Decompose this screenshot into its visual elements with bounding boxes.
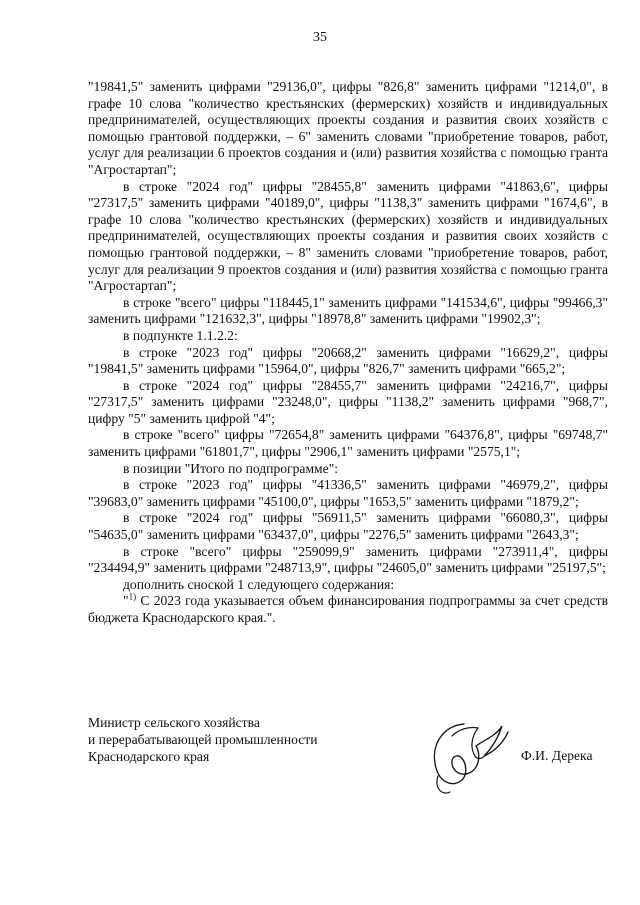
paragraph: в подпункте 1.1.2.2: bbox=[123, 327, 238, 343]
paragraph: в строке "2024 год" цифры "56911,5" заменить цифрами "66080,3", цифры "54635,0" заменить цифрами "63437,0", цифры "2276,5" заменить цифрами "2643,3"; bbox=[88, 510, 608, 543]
paragraph: в строке "2023 год" цифры "20668,2" заменить цифрами "16629,2", цифры "19841,5" заменить цифрами "15964,0", цифры "826,7" заменить цифрами "665,2"; bbox=[88, 344, 608, 377]
signatory-title-line-1: Министр сельского хозяйства bbox=[88, 715, 260, 730]
footnote-text: С 2023 года указывается объем финансирования подпрограммы за счет средств бюджета Краснодарского края.". bbox=[88, 593, 608, 625]
signature-block bbox=[88, 714, 317, 765]
signatory-title-line-3: Краснодарского края bbox=[88, 749, 210, 764]
page-number: 35 bbox=[313, 30, 327, 45]
paragraph: в строке "всего" цифры "72654,8" заменить цифрами "64376,8", цифры "69748,7" заменить цифрами "61801,7", цифры "2906,1" заменить цифрами "2575,1"; bbox=[88, 427, 608, 460]
body-text bbox=[88, 79, 608, 627]
paragraph: "19841,5" заменить цифрами "29136,0", цифры "826,8" заменить цифрами "1214,0", в графе 10 слова "количество крестьянских (фермерских) хозяйств и индивидуальных предпринимателей, осуществляющих проекты создания и развития своих хозяйств с помощью грантовой поддержки, – 6" заменить словами "приобретение товаров, работ, услуг для реализации 6 проектов создания и (или) развития хозяйства с помощью гранта "Агростартап"; bbox=[88, 79, 608, 177]
signatory-name: Ф.И. Дерека bbox=[521, 748, 593, 763]
footnote-paragraph bbox=[88, 593, 608, 626]
paragraph: в строке "всего" цифры "118445,1" заменить цифрами "141534,6", цифры "99466,3" заменить цифрами "121632,3", цифры "18978,8" заменить цифрами "19902,3"; bbox=[88, 294, 608, 327]
signatory-title-line-2: и перерабатывающей промышленности bbox=[88, 732, 318, 747]
footnote-prefix: " bbox=[123, 593, 129, 609]
paragraph: в строке "всего" цифры "259099,9" заменить цифрами "273911,4", цифры "234494,9" заменить цифрами "248713,9", цифры "24605,0" заменить цифрами "25197,5"; bbox=[88, 543, 608, 576]
footnote-mark: 1) bbox=[128, 591, 137, 602]
handwritten-signature bbox=[412, 696, 522, 806]
paragraph: в строке "2024 год" цифры "28455,8" заменить цифрами "41863,6", цифры "27317,5" заменить цифрами "40189,0", цифры "1138,3" заменить цифрами "1674,6", в графе 10 слова "количество крестьянских (фермерских) хозяйств и индивидуальных предпринимателей, осуществляющих проекты создания и развития своих хозяйств с помощью грантовой поддержки, – 8" заменить словами "приобретение товаров, работ, услуг для реализации 9 проектов создания и (или) развития хозяйства с помощью гранта "Агростартап"; bbox=[88, 178, 608, 294]
paragraph: в позиции "Итого по подпрограмме": bbox=[123, 460, 339, 476]
paragraph: дополнить сноской 1 следующего содержания: bbox=[123, 576, 395, 592]
paragraph: в строке "2023 год" цифры "41336,5" заменить цифрами "46979,2", цифры "39683,0" заменить цифрами "45100,0", цифры "1653,5" заменить цифрами "1879,2"; bbox=[88, 477, 608, 509]
paragraph: в строке "2024 год" цифры "28455,7" заменить цифрами "24216,7", цифры "27317,5" заменить цифрами "23248,0", цифры "1138,2" заменить цифрами "968,7", цифру "5" заменить цифрой "4"; bbox=[88, 377, 608, 426]
